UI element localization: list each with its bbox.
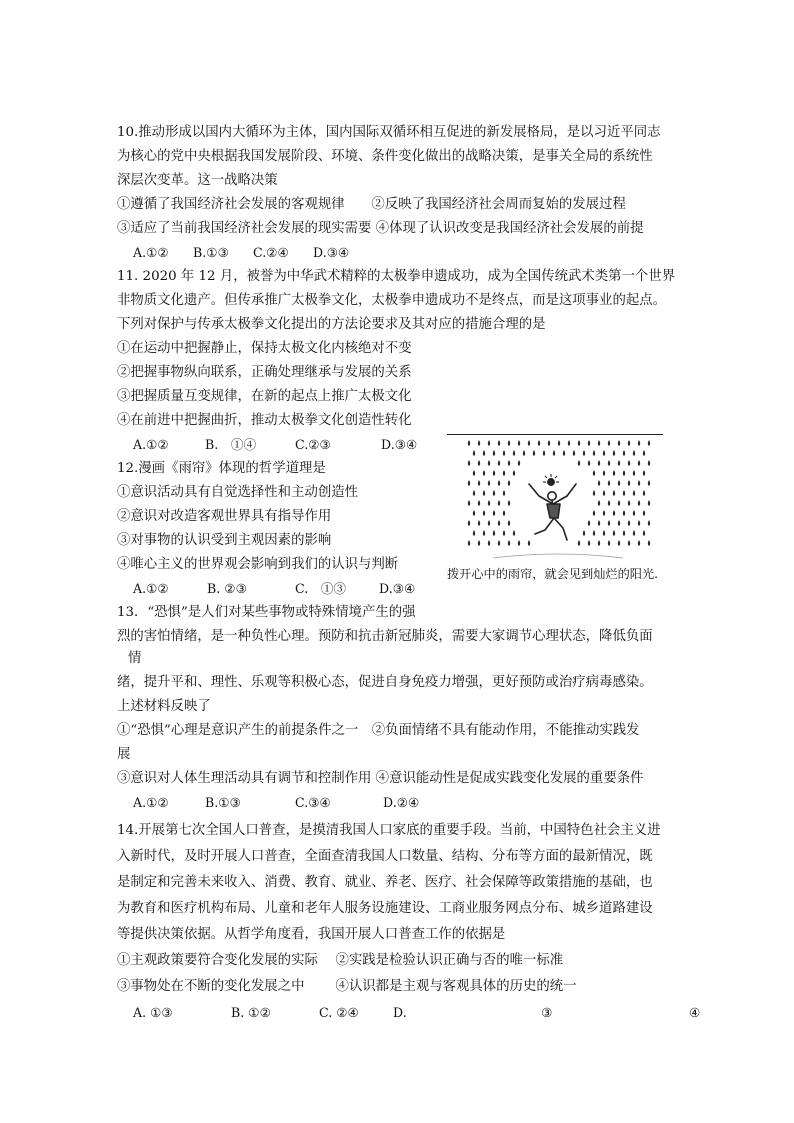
raindrop <box>498 500 500 506</box>
raindrop <box>468 460 470 466</box>
raindrop <box>588 540 590 546</box>
raindrop <box>493 450 495 456</box>
raindrop <box>493 490 495 496</box>
raindrop <box>638 520 640 526</box>
raindrop <box>473 510 475 516</box>
raindrop <box>593 470 595 476</box>
q11-option-c[interactable]: C.②③ <box>295 437 331 452</box>
raindrop <box>623 510 625 516</box>
q11-stem-line-3: 下列对保护与传承太极拳文化提出的方法论要求及其对应的措施合理的是 <box>117 317 546 332</box>
raindrop <box>628 440 630 446</box>
raindrop <box>503 490 505 496</box>
q12-option-d[interactable]: D.③④ <box>379 581 416 596</box>
raindrop <box>633 450 635 456</box>
raindrop <box>628 480 630 486</box>
q14-stem-line-2: 入新时代，及时开展人口普查，全面查清我国人口数量、结构、分布等方面的最新情况，既 <box>117 849 653 864</box>
raindrop <box>498 480 500 486</box>
raindrop <box>483 450 485 456</box>
q12-statement-3: ③对事物的认识受到主观因素的影响 <box>117 533 332 548</box>
q14-option-b[interactable]: B. ①② <box>231 1005 271 1020</box>
raindrop <box>488 520 490 526</box>
raindrop <box>603 450 605 456</box>
q11-options <box>133 436 417 454</box>
raindrop <box>608 520 610 526</box>
raindrop <box>598 520 600 526</box>
q10-option-d[interactable]: D.③④ <box>313 245 350 260</box>
raindrop <box>643 450 645 456</box>
raindrop <box>598 540 600 546</box>
raindrop <box>623 530 625 536</box>
sun-icon <box>543 474 559 485</box>
raindrop <box>483 490 485 496</box>
raindrop <box>478 480 480 486</box>
raindrop <box>548 440 550 446</box>
q14-option-d[interactable]: D. <box>393 1005 407 1020</box>
raindrop <box>563 450 565 456</box>
q13-statement-3-4: ③意识对人体生理活动具有调节和控制作用 ④意识能动性是促成实践变化发展的重要条件 <box>117 771 644 786</box>
q14-option-d-part-2: ④ <box>689 1005 701 1020</box>
q10-options <box>133 244 349 262</box>
raindrop <box>648 480 650 486</box>
raindrop <box>478 500 480 506</box>
raindrop <box>488 500 490 506</box>
q10-option-b[interactable]: B.①③ <box>193 245 229 260</box>
q13-options <box>133 794 419 812</box>
raindrop <box>488 440 490 446</box>
q14-stem-line-3: 是制定和完善未来收入、消费、教育、就业、养老、医疗、社会保障等政策措施的基础，也 <box>117 875 653 890</box>
raindrop <box>628 500 630 506</box>
raindrop <box>598 460 600 466</box>
q12-option-c[interactable]: C. ①③ <box>295 581 347 596</box>
q13-option-b[interactable]: B.①③ <box>205 795 241 810</box>
raindrop <box>638 480 640 486</box>
raindrop <box>648 500 650 506</box>
raindrop <box>598 440 600 446</box>
rain-curtain-illustration <box>463 438 653 564</box>
q12-option-b[interactable]: B. ②③ <box>207 581 247 596</box>
q10-statement-3-4: ③适应了当前我国经济社会发展的现实需要 ④体现了认识改变是我国经济社会发展的前提 <box>117 221 644 236</box>
raindrop <box>618 480 620 486</box>
q13-stem-line-3: 情 <box>128 651 142 666</box>
q13-stem-line-1: 13．“恐惧”是人们对某些事物或特殊情境产生的强 <box>117 605 416 620</box>
raindrop <box>493 530 495 536</box>
raindrop <box>618 460 620 466</box>
raindrop <box>508 480 510 486</box>
q10-stem-line-1: 10.推动形成以国内大循环为主体，国内国际双循环相互促进的新发展格局，是以习近平同志 <box>117 125 661 140</box>
raindrop <box>633 510 635 516</box>
raindrop <box>648 460 650 466</box>
person-parting-rain-figure <box>529 484 576 540</box>
q12-stem: 12.漫画《雨帘》体现的哲学道理是 <box>117 461 326 476</box>
q12-options <box>133 580 415 598</box>
raindrop <box>643 490 645 496</box>
q14-stem-line-4: 为教育和医疗机构布局、儿童和老年人服务设施建设、工商业服务网点分布、城乡道路建设 <box>117 901 653 916</box>
raindrop <box>508 540 510 546</box>
q13-stem-line-4: 绪，提升平和、理性、乐观等积极心态，促进自身免疫力增强，更好预防或治疗病毒感染。 <box>117 675 653 690</box>
raindrop <box>588 460 590 466</box>
raindrop <box>598 480 600 486</box>
q14-option-a[interactable]: A. ①③ <box>133 1005 173 1020</box>
raindrop <box>513 530 515 536</box>
raindrop <box>633 530 635 536</box>
raindrop <box>638 440 640 446</box>
q11-statement-1: ①在运动中把握静止，保持太极文化内核绝对不变 <box>117 341 412 356</box>
q11-stem-line-2: 非物质文化遗产。但传承推广太极拳文化，太极拳申遗成功不是终点，而是这项事业的起点。 <box>117 293 667 308</box>
raindrop <box>503 530 505 536</box>
raindrop <box>643 530 645 536</box>
q14-options <box>133 1004 701 1022</box>
raindrop <box>538 440 540 446</box>
q13-stem-line-5: 上述材料反映了 <box>117 699 211 714</box>
q11-option-b[interactable]: B. ①④ <box>205 437 257 452</box>
raindrop <box>578 440 580 446</box>
q13-statement-1-2: ①“恐惧”心理是意识产生的前提条件之一 ②负面情绪不具有能动作用，不能推动实践发 <box>117 723 640 738</box>
raindrop <box>498 540 500 546</box>
raindrop <box>623 450 625 456</box>
raindrop <box>493 470 495 476</box>
raindrop <box>633 490 635 496</box>
raindrop <box>623 470 625 476</box>
raindrop <box>583 450 585 456</box>
rain-curtain-cartoon <box>447 434 665 584</box>
raindrop <box>608 480 610 486</box>
raindrop <box>643 470 645 476</box>
raindrop <box>593 530 595 536</box>
raindrop <box>618 520 620 526</box>
raindrop <box>483 530 485 536</box>
raindrop <box>578 540 580 546</box>
raindrop <box>483 510 485 516</box>
raindrop <box>508 460 510 466</box>
raindrop <box>623 490 625 496</box>
raindrop <box>603 470 605 476</box>
q13-option-d[interactable]: D.②④ <box>383 795 420 810</box>
raindrop <box>638 460 640 466</box>
raindrop <box>518 440 520 446</box>
raindrop <box>613 490 615 496</box>
raindrop <box>628 520 630 526</box>
q10-statement-1-2: ①遵循了我国经济社会发展的客观规律 ②反映了我国经济社会周而复始的发展过程 <box>117 197 626 212</box>
raindrop <box>498 460 500 466</box>
figure-caption: 拨开心中的雨帘，就会见到灿烂的阳光. <box>447 567 659 581</box>
q11-option-a[interactable]: A.①② <box>133 437 169 452</box>
figure-top-rule <box>447 434 663 435</box>
raindrop <box>468 440 470 446</box>
raindrop <box>473 450 475 456</box>
q13-statement-2-cont: 展 <box>117 747 131 762</box>
raindrop <box>518 540 520 546</box>
q11-statement-3: ③把握质量互变规律，在新的起点上推广太极文化 <box>117 389 412 404</box>
raindrop <box>468 500 470 506</box>
raindrop <box>528 540 530 546</box>
raindrop <box>613 450 615 456</box>
q11-statement-4: ④在前进中把握曲折，推动太极拳文化创造性转化 <box>117 413 412 428</box>
raindrop <box>593 510 595 516</box>
raindrop <box>613 470 615 476</box>
raindrop <box>503 470 505 476</box>
raindrop <box>483 470 485 476</box>
raindrop <box>533 450 535 456</box>
raindrop <box>608 440 610 446</box>
q14-statement-3-4: ③事物处在不断的变化发展之中 ④认识都是主观与客观具体的历史的统一 <box>117 979 577 994</box>
q11-option-d[interactable]: D.③④ <box>381 437 418 452</box>
q10-stem-line-3: 深层次变革。这一战略决策 <box>117 173 278 188</box>
raindrop <box>588 440 590 446</box>
raindrop <box>648 520 650 526</box>
raindrop <box>603 490 605 496</box>
raindrop <box>578 460 580 466</box>
q10-stem-line-2: 为核心的党中央根据我国发展阶段、环境、条件变化做出的战略决策，是事关全局的系统性 <box>117 149 653 164</box>
raindrop <box>573 450 575 456</box>
q14-statement-1-2: ①主观政策要符合变化发展的实际 ②实践是检验认识正确与否的唯一标准 <box>117 953 564 968</box>
raindrop <box>568 440 570 446</box>
raindrop <box>553 450 555 456</box>
raindrop <box>628 540 630 546</box>
raindrop <box>478 460 480 466</box>
raindrop <box>613 510 615 516</box>
q10-option-a[interactable]: A.①② <box>133 245 169 260</box>
raindrop <box>498 520 500 526</box>
raindrop <box>488 460 490 466</box>
raindrop <box>628 460 630 466</box>
q13-stem-line-2: 烈的害怕情绪，是一种负性心理。预防和抗击新冠肺炎，需要大家调节心理状态，降低负面 <box>117 629 653 644</box>
q13-option-c[interactable]: C.③④ <box>295 795 331 810</box>
raindrop <box>638 500 640 506</box>
raindrop <box>618 540 620 546</box>
raindrop <box>508 520 510 526</box>
raindrop <box>493 510 495 516</box>
raindrop <box>648 540 650 546</box>
q11-stem-line-1: 11. 2020 年 12 月，被誉为中华武术精粹的太极拳申遗成功，成为全国传统武术类第一个世界 <box>117 269 676 284</box>
raindrop <box>468 520 470 526</box>
raindrop <box>488 480 490 486</box>
raindrop <box>588 520 590 526</box>
raindrop <box>643 510 645 516</box>
q12-statement-4: ④唯心主义的世界观会影响到我们的认识与判断 <box>117 557 399 572</box>
raindrop <box>638 540 640 546</box>
raindrop <box>468 540 470 546</box>
q14-option-d-part-1: ③ <box>541 1005 553 1020</box>
raindrop <box>478 540 480 546</box>
q14-option-c[interactable]: C. ②④ <box>319 1005 359 1020</box>
raindrop <box>648 440 650 446</box>
q12-statement-1: ①意识活动具有自觉选择性和主动创造性 <box>117 485 359 500</box>
q14-stem-line-1: 14.开展第七次全国人口普查，是摸清我国人口家底的重要手段。当前，中国特色社会主义进 <box>117 823 661 838</box>
raindrop <box>528 440 530 446</box>
q12-statement-2: ②意识对改造客观世界具有指导作用 <box>117 509 332 524</box>
raindrop <box>593 450 595 456</box>
raindrop <box>473 530 475 536</box>
raindrop <box>513 470 515 476</box>
raindrop <box>468 480 470 486</box>
raindrop <box>478 440 480 446</box>
raindrop <box>608 460 610 466</box>
raindrop <box>593 490 595 496</box>
raindrop <box>543 450 545 456</box>
raindrop <box>498 440 500 446</box>
raindrop <box>508 500 510 506</box>
q13-option-a[interactable]: A.①② <box>133 795 169 810</box>
raindrop <box>583 530 585 536</box>
raindrop <box>618 440 620 446</box>
raindrop <box>608 500 610 506</box>
raindrop <box>613 530 615 536</box>
raindrop <box>473 490 475 496</box>
raindrop <box>478 520 480 526</box>
raindrop <box>503 510 505 516</box>
raindrop <box>508 440 510 446</box>
raindrop <box>608 540 610 546</box>
raindrop <box>603 530 605 536</box>
raindrop <box>603 510 605 516</box>
raindrop <box>473 470 475 476</box>
raindrop <box>523 450 525 456</box>
raindrop <box>488 540 490 546</box>
raindrop <box>618 500 620 506</box>
raindrop <box>518 460 520 466</box>
raindrop <box>513 450 515 456</box>
raindrop <box>503 450 505 456</box>
raindrop <box>558 440 560 446</box>
q11-statement-2: ②把握事物纵向联系，正确处理继承与发展的关系 <box>117 365 412 380</box>
q12-option-a[interactable]: A.①② <box>133 581 169 596</box>
q14-stem-line-5: 等提供决策依据。从哲学角度看，我国开展人口普查工作的依据是 <box>117 927 506 942</box>
raindrop <box>633 470 635 476</box>
q10-option-c[interactable]: C.②④ <box>253 245 289 260</box>
raindrop <box>598 500 600 506</box>
